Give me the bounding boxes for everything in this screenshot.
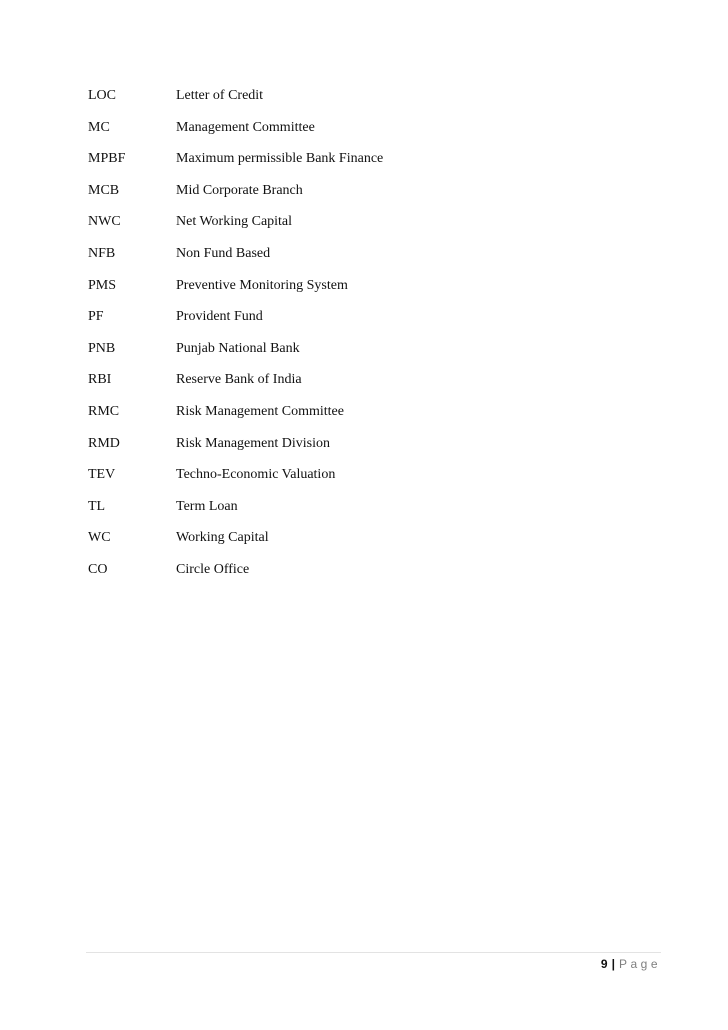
page-footer [601,955,661,973]
abbreviation-definition: Preventive Monitoring System [176,277,348,293]
abbreviation-row [88,212,383,244]
abbreviation-row [88,86,383,118]
footer-separator: | [611,957,615,971]
abbreviation-term: MPBF [88,151,126,167]
abbreviation-row [88,181,383,213]
abbreviation-list [88,86,383,592]
page-label: Page [618,957,661,971]
abbreviation-definition: Management Committee [176,119,315,135]
abbreviation-row [88,560,383,592]
abbreviation-row [88,307,383,339]
abbreviation-definition: Techno-Economic Valuation [176,467,336,483]
abbreviation-definition: Non Fund Based [176,245,271,261]
abbreviation-term: MCB [88,182,120,198]
abbreviation-row [88,370,383,402]
abbreviation-term: TL [88,498,106,514]
abbreviation-term: TEV [88,467,116,483]
abbreviation-definition: Mid Corporate Branch [176,182,303,198]
abbreviation-row [88,149,383,181]
abbreviation-term: NWC [88,214,121,230]
abbreviation-term: MC [88,119,110,135]
abbreviation-definition: Net Working Capital [176,214,293,230]
abbreviation-definition: Term Loan [176,498,238,514]
abbreviation-term: WC [88,530,111,546]
abbreviation-definition: Risk Management Committee [176,403,344,419]
abbreviation-row [88,434,383,466]
abbreviation-term: PNB [88,340,116,356]
abbreviation-row [88,465,383,497]
abbreviation-term: CO [88,561,108,577]
abbreviation-definition: Reserve Bank of India [176,372,302,388]
abbreviation-term: RMC [88,403,120,419]
abbreviation-row [88,497,383,529]
abbreviation-row [88,244,383,276]
abbreviation-row [88,276,383,308]
abbreviation-row [88,402,383,434]
abbreviation-definition: Risk Management Division [176,435,330,451]
abbreviation-term: NFB [88,245,116,261]
abbreviation-definition: Letter of Credit [176,88,264,103]
abbreviation-definition: Maximum permissible Bank Finance [176,151,384,167]
page-number: 9 [600,957,608,971]
abbreviation-term: PF [88,309,104,325]
abbreviation-definition: Circle Office [176,561,250,577]
abbreviation-term: LOC [88,88,116,103]
footer-divider [86,952,661,953]
abbreviation-row [88,118,383,150]
abbreviation-definition: Working Capital [176,530,269,546]
abbreviation-term: RBI [88,372,112,388]
abbreviation-row [88,339,383,371]
abbreviation-row [88,528,383,560]
abbreviation-term: PMS [88,277,117,293]
abbreviation-definition: Provident Fund [176,309,263,325]
abbreviation-definition: Punjab National Bank [176,340,300,356]
abbreviation-term: RMD [88,435,120,451]
